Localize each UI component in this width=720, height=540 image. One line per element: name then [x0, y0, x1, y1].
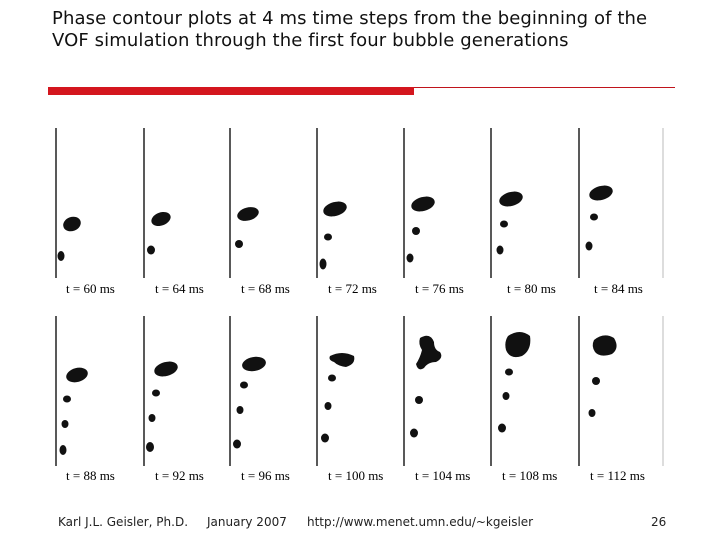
bubble-92ms-main	[153, 359, 180, 379]
bubble-84ms-small-2	[586, 242, 593, 251]
footer-date: January 2007	[207, 515, 287, 529]
row-1-bubbles	[58, 183, 615, 269]
time-label-96ms: t = 96 ms	[241, 468, 290, 483]
bubble-112ms-small-1	[592, 377, 600, 385]
bubble-100ms-main	[330, 353, 355, 367]
row-2-bubbles	[60, 332, 617, 455]
time-label-112ms: t = 112 ms	[590, 468, 645, 483]
bubble-104ms-small-2	[410, 429, 418, 438]
bubble-100ms-small-1	[328, 375, 336, 382]
bubble-88ms-main	[65, 365, 90, 384]
bubble-108ms-small-2	[503, 392, 510, 400]
slide-title: Phase contour plots at 4 ms time steps from the beginning of the VOF simulation through the first four bubble generations	[52, 8, 648, 51]
time-label-80ms: t = 80 ms	[507, 281, 556, 296]
bubble-76ms-main	[410, 194, 437, 214]
bubble-96ms-small-3	[233, 440, 241, 449]
bubble-92ms-small-3	[146, 442, 154, 452]
bubble-76ms-small-2	[407, 254, 414, 263]
row-2-frames	[56, 316, 663, 466]
bubble-96ms-small-2	[237, 406, 244, 414]
time-label-76ms: t = 76 ms	[415, 281, 464, 296]
time-label-72ms: t = 72 ms	[328, 281, 377, 296]
bubble-64ms-small	[147, 246, 155, 255]
bubble-108ms-small-1	[505, 369, 513, 376]
bubble-92ms-small-2	[149, 414, 156, 422]
bubble-88ms-small-2	[62, 420, 69, 428]
bubble-80ms-small-2	[497, 246, 504, 255]
bubble-80ms-small-1	[500, 221, 508, 228]
bubble-60ms-small	[58, 251, 65, 261]
bubble-112ms-main	[593, 335, 617, 355]
bubble-96ms-main	[241, 355, 267, 373]
time-label-108ms: t = 108 ms	[502, 468, 558, 483]
bubble-72ms-small-2	[320, 259, 327, 270]
bubble-64ms-main	[149, 209, 172, 228]
time-label-100ms: t = 100 ms	[328, 468, 384, 483]
bubble-108ms-main	[505, 332, 530, 357]
time-label-64ms: t = 64 ms	[155, 281, 204, 296]
bubble-104ms-small-1	[415, 396, 423, 404]
bubble-100ms-small-2	[325, 402, 332, 410]
footer-author: Karl J.L. Geisler, Ph.D.	[58, 515, 189, 529]
bubble-96ms-small-1	[240, 382, 248, 389]
bubble-84ms-main	[588, 183, 615, 203]
time-label-88ms: t = 88 ms	[66, 468, 115, 483]
row-1-labels	[66, 281, 643, 296]
time-label-60ms: t = 60 ms	[66, 281, 115, 296]
time-label-104ms: t = 104 ms	[415, 468, 471, 483]
time-label-84ms: t = 84 ms	[594, 281, 643, 296]
bubble-104ms-main	[416, 336, 441, 370]
bubble-80ms-main	[498, 189, 525, 209]
bubble-72ms-main	[322, 199, 349, 219]
row-1-frames	[56, 128, 663, 278]
bubble-92ms-small-1	[152, 390, 160, 397]
bubble-108ms-small-3	[498, 424, 506, 433]
bubble-100ms-small-3	[321, 434, 329, 443]
bubble-72ms-small-1	[324, 234, 332, 241]
time-label-92ms: t = 92 ms	[155, 468, 204, 483]
bubble-68ms-main	[236, 205, 261, 223]
time-label-68ms: t = 68 ms	[241, 281, 290, 296]
bubble-68ms-small	[235, 240, 243, 248]
bubble-60ms-main	[61, 214, 83, 233]
bubble-112ms-small-2	[589, 409, 596, 417]
bubble-84ms-small-1	[590, 214, 598, 221]
bubble-76ms-small-1	[412, 227, 420, 235]
bubble-88ms-small-1	[63, 396, 71, 403]
page-number: 26	[651, 515, 667, 529]
footer-url[interactable]: http://www.menet.umn.edu/~kgeisler	[307, 515, 534, 529]
row-2-labels	[66, 468, 645, 483]
bubble-88ms-small-3	[60, 445, 67, 455]
